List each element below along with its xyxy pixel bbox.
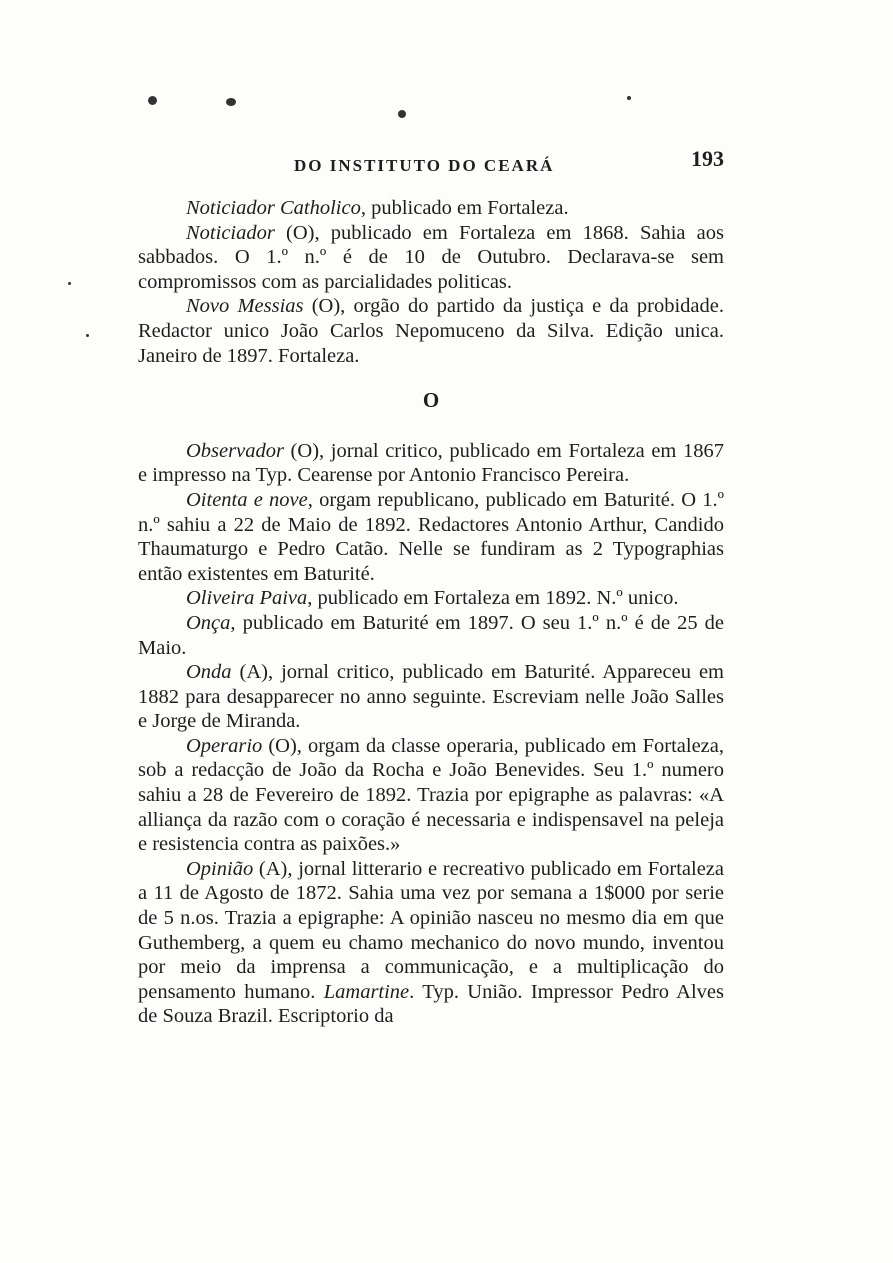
entry-text: , publicado em Fortaleza. xyxy=(360,197,569,219)
entry-paragraph xyxy=(138,294,724,368)
ink-speck xyxy=(68,282,71,285)
entry-paragraph xyxy=(138,196,724,221)
entry-text: , publicado em Fortaleza em 1892. N.º unico. xyxy=(307,587,679,610)
entry-paragraph xyxy=(138,734,724,857)
entry-text: (O), jornal critico, publicado em Fortaleza em 1867 e impresso na Typ. Cearense por Antonio Francisco Pereira. xyxy=(138,439,724,487)
ink-speck xyxy=(86,334,89,337)
entry-paragraph xyxy=(138,488,724,586)
entry-text: (O), orgão do partido da justiça e da probidade. Redactor unico João Carlos Nepomuceno da Silva. Edição unica. Janeiro de 1897. Fortaleza. xyxy=(138,295,725,367)
entry-text: (A), jornal litterario e recreativo publicado em Fortaleza a 11 de Agosto de 1872. Sahia uma vez por semana a 1$000 por serie de 5 n.os. Trazia a epigraphe: A opinião nasceu no mesmo dia em que Guthemberg, a quem eu chamo mechanico do novo mundo, inventou por meio da imprensa a communicação, e a multiplicação do pensamento humano. xyxy=(138,857,724,1003)
entry-title: Opinião xyxy=(186,857,254,880)
entry-paragraph xyxy=(138,660,724,734)
page-number: 193 xyxy=(691,146,724,171)
entry-title: Novo Messias xyxy=(186,295,304,318)
entry-paragraph xyxy=(138,586,724,611)
quote-author: Lamartine xyxy=(323,980,410,1003)
ink-speck xyxy=(627,96,631,100)
entry-text: (A), jornal critico, publicado em Baturité. Appareceu em 1882 para desapparecer no anno seguinte. Escreviam nelle João Salles e Jorge de Miranda. xyxy=(138,661,724,733)
page-header xyxy=(138,146,728,180)
entry-title: Operario xyxy=(186,734,263,757)
entry-text: , publicado em Baturité em 1897. O seu 1.º n.º é de 25 de Maio. xyxy=(138,611,724,659)
entry-paragraph xyxy=(138,611,724,660)
entry-paragraph xyxy=(138,221,724,295)
entry-text-continued: . Typ. União. Impressor Pedro Alves de Souza Brazil. Escriptorio da xyxy=(138,980,724,1028)
entry-paragraph xyxy=(138,439,724,488)
entry-title: Oliveira Paiva xyxy=(186,587,308,610)
entry-title: Observador xyxy=(186,439,284,462)
running-head: DO INSTITUTO DO CEARÁ xyxy=(294,156,555,175)
entry-paragraph xyxy=(138,857,724,1029)
entry-title: Noticiador Catholico xyxy=(186,197,361,219)
entry-text: (O), publicado em Fortaleza em 1868. Sahia aos sabbados. O 1.º n.º é de 10 de Outubro. Declarava-se sem compromissos com as parcialidades politicas. xyxy=(138,221,724,293)
entry-title: Oitenta e nove xyxy=(186,488,308,511)
entry-text: , orgam republicano, publicado em Baturité. O 1.º n.º sahiu a 22 de Maio de 1892. Redactores Antonio Arthur, Candido Thaumaturgo e Pedro Catão. Nelle se fundiram as 2 Typographias então existentes em Baturité. xyxy=(138,488,724,585)
ink-speck xyxy=(148,96,157,105)
entry-text: (O), orgam da classe operaria, publicado em Fortaleza, sob a redacção de João da Rocha e João Benevides. Seu 1.º numero sahiu a 28 de Fevereiro de 1892. Trazia por epigraphe as palavras: «A alliança da razão com o coração é necessaria e indispensavel na peleja e resistencia contra as paixões.» xyxy=(138,734,724,856)
entry-title: Noticiador xyxy=(186,221,275,244)
entry-title: Onça xyxy=(186,611,231,634)
ink-speck xyxy=(226,98,236,106)
entry-title: Onda xyxy=(186,661,232,684)
ink-speck xyxy=(398,110,406,118)
body-text xyxy=(138,196,724,1029)
section-letter: O xyxy=(422,388,440,413)
